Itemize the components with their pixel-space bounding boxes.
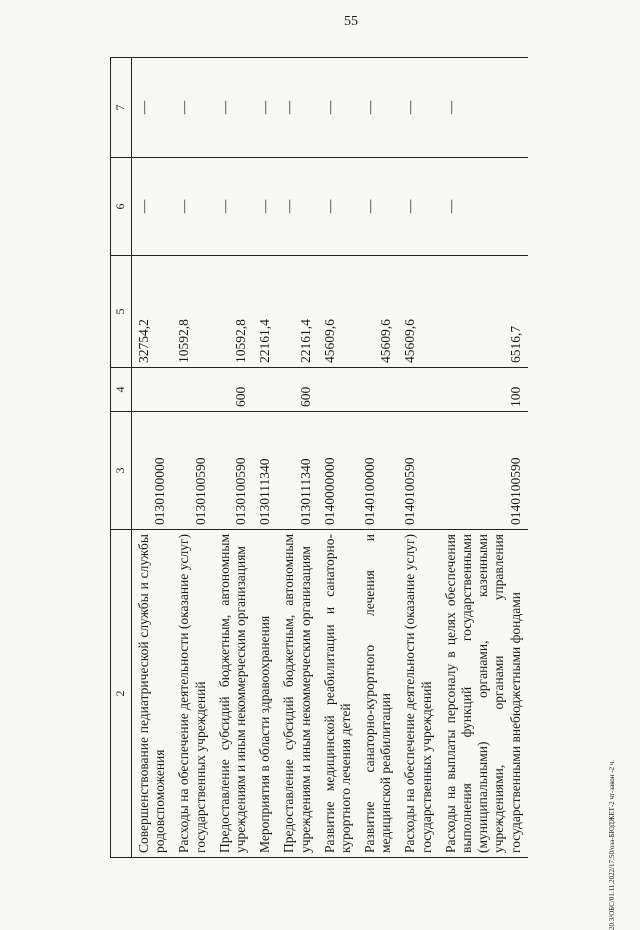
row-name: Расходы на обеспечение деятельности (оказание услуг) государственных учреждений xyxy=(172,530,212,858)
row-col6: — xyxy=(213,158,253,256)
row-code: 0140000000 xyxy=(318,412,358,530)
row-code: 0140100590 xyxy=(439,412,528,530)
row-amount: 10592,8 xyxy=(213,256,253,368)
row-name: Расходы на выплаты персоналу в целях обеспечения выполнения функций государственными (муниципальными) органами, казенными учреждениями, органами управления государственными внебюджетными фондами xyxy=(439,530,528,858)
row-code: 0130100590 xyxy=(213,412,253,530)
table-row xyxy=(439,58,528,858)
table-row xyxy=(358,58,398,858)
row-col7: — xyxy=(358,58,398,158)
header-col-3: 3 xyxy=(111,412,132,530)
row-amount: 22161,4 xyxy=(277,256,317,368)
row-amount: 6516,7 xyxy=(439,256,528,368)
row-col7: — xyxy=(398,58,438,158)
row-name: Расходы на обеспечение деятельности (оказание услуг) государственных учреждений xyxy=(398,530,438,858)
row-amount: 10592,8 xyxy=(172,256,212,368)
table-header-row xyxy=(111,58,132,858)
row-col7: — xyxy=(132,58,173,158)
row-col7: — xyxy=(277,58,317,158)
row-code: 0130100590 xyxy=(172,412,212,530)
row-col7: — xyxy=(318,58,358,158)
header-col-5: 5 xyxy=(111,256,132,368)
row-col7: — xyxy=(439,58,528,158)
row-col7: — xyxy=(253,58,277,158)
row-name: Мероприятия в области здравоохранения xyxy=(253,530,277,858)
row-col7: — xyxy=(172,58,212,158)
row-amount: 45609,6 xyxy=(318,256,358,368)
row-type xyxy=(132,368,173,412)
header-col-4: 4 xyxy=(111,368,132,412)
row-col6: — xyxy=(318,158,358,256)
footer-document-id: 20.3/OБС/01.11.2022/17:50/оза-БЮДЖЕТ-2 чт-закон -2 ч. xyxy=(608,759,616,930)
row-col6: — xyxy=(277,158,317,256)
row-col6: — xyxy=(132,158,173,256)
row-name: Предоставление субсидий бюджетным, автономным учреждениям и иным некоммерческим организациям xyxy=(277,530,317,858)
table-row xyxy=(277,58,317,858)
row-amount: 22161,4 xyxy=(253,256,277,368)
row-name: Развитие санаторно-курортного лечения и медицинской реабилитации xyxy=(358,530,398,858)
row-code: 0140100000 xyxy=(358,412,398,530)
row-col6: — xyxy=(398,158,438,256)
table-row xyxy=(253,58,277,858)
row-name: Предоставление субсидий бюджетным, автономным учреждениям и иным некоммерческим организациям xyxy=(213,530,253,858)
row-code: 0130100000 xyxy=(132,412,173,530)
row-amount: 32754,2 xyxy=(132,256,173,368)
header-col-2: 2 xyxy=(111,530,132,858)
table-row xyxy=(213,58,253,858)
table-row xyxy=(318,58,358,858)
row-col6: — xyxy=(358,158,398,256)
row-code: 0130111340 xyxy=(253,412,277,530)
row-col6: — xyxy=(253,158,277,256)
row-amount: 45609,6 xyxy=(358,256,398,368)
row-type xyxy=(253,368,277,412)
row-col6: — xyxy=(172,158,212,256)
row-type: 100 xyxy=(439,368,528,412)
row-col7: — xyxy=(213,58,253,158)
row-code: 0130111340 xyxy=(277,412,317,530)
row-name: Развитие медицинской реабилитации и санаторно-курортного лечения детей xyxy=(318,530,358,858)
table-row xyxy=(132,58,173,858)
budget-table xyxy=(110,57,528,858)
row-amount: 45609,6 xyxy=(398,256,438,368)
row-col6: — xyxy=(439,158,528,256)
row-type xyxy=(318,368,358,412)
page-number: 55 xyxy=(344,14,358,29)
row-type: 600 xyxy=(213,368,253,412)
header-col-7: 7 xyxy=(111,58,132,158)
row-code: 0140100590 xyxy=(398,412,438,530)
table-row xyxy=(398,58,438,858)
row-type xyxy=(398,368,438,412)
row-name: Совершенствование педиатрической службы и службы родовспоможения xyxy=(132,530,173,858)
row-type xyxy=(358,368,398,412)
table-row xyxy=(172,58,212,858)
row-type: 600 xyxy=(277,368,317,412)
header-col-6: 6 xyxy=(111,158,132,256)
rotated-table-wrapper xyxy=(110,58,608,858)
row-type xyxy=(172,368,212,412)
